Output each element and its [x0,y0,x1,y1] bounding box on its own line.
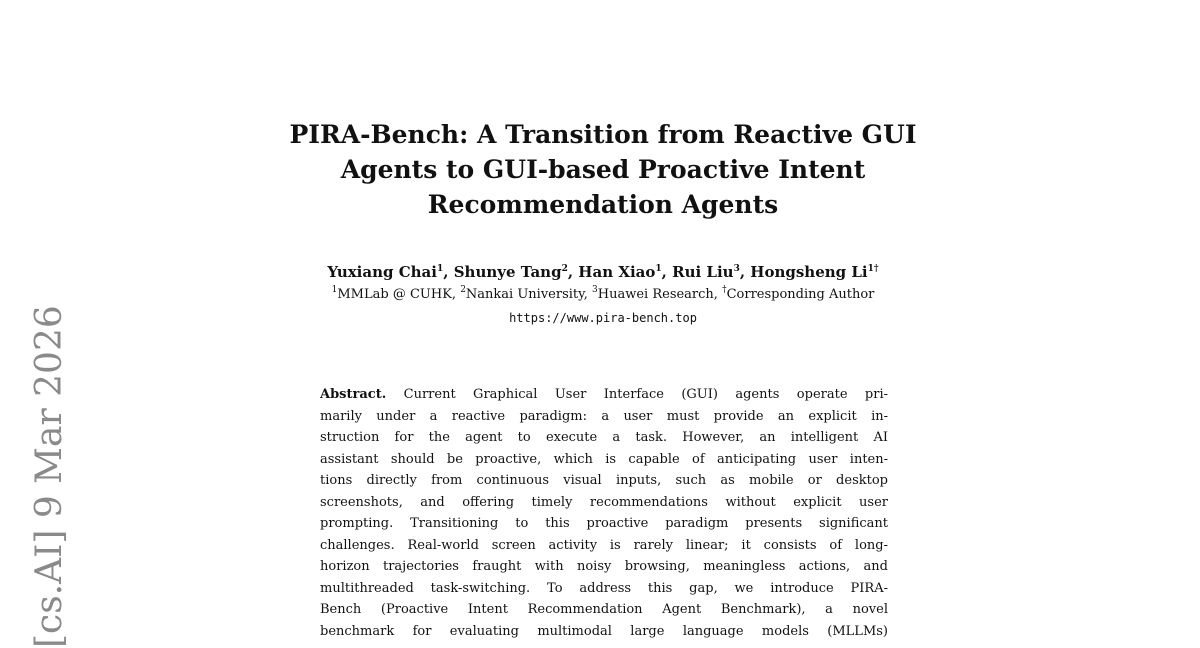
abstract-line: prompting. Transitioning to this proactive paradigm presents significant [320,516,888,531]
title-line: Recommendation Agents [427,190,779,219]
abstract-line: marily under a reactive paradigm: a user must provide an explicit in- [320,408,888,424]
abstract-heading: Abstract. [320,387,387,402]
abstract-line: multithreaded task-switching. To address this gap, we introduce PIRA- [320,580,888,596]
author: Shunye Tang$^2$ [453,263,568,281]
author-list: Yuxiang Chai$^1$, Shunye Tang$^2$, Han Xiao$^1$, Rui Liu$^3$, Hongsheng $Li^{1\dagger}$ [327,263,879,281]
affiliations [250,286,956,304]
title-line: PIRA-Bench: A Transition from Reactive GUI [289,120,917,149]
author: Rui Liu$^3$ [672,263,740,281]
author: Yuxiang Chai$^1$ [327,263,444,281]
affiliation: $^1$MMLab @ CUHK, [331,285,457,302]
arxiv-identifier: [cs.AI] 9 Mar 2026 [29,305,70,648]
author: Hongsheng $Li^{1\dagger}$ [750,263,879,281]
abstract-line: challenges. Real-world screen activity is rarely linear; it consists of long- [320,537,888,553]
abstract-line: assistant should be proactive, which is capable of anticipating user inten- [320,451,888,467]
abstract-line: Bench (Proactive Intent Recommendation Agent Benchmark), a novel [320,602,888,617]
affiliation: †Corresponding Author [722,285,875,302]
affiliation: $^3$Huawei Research, [592,285,718,302]
project-url[interactable]: https://www.pira-bench.top [509,311,697,325]
title-line: Agents to GUI-based Proactive Intent [340,155,866,184]
abstract-line: screenshots, and offering timely recommendations without explicit user [320,494,888,510]
affiliation: $^2$Nankai University, [460,285,588,302]
paper-title [260,117,946,222]
abstract-line: tions directly from continuous visual inputs, such as mobile or desktop [320,473,888,488]
abstract-line: horizon trajectories fraught with noisy browsing, meaningless actions, and [320,559,888,574]
abstract-line: Abstract. Current Graphical User Interface (GUI) agents operate pri- [320,387,888,402]
abstract [320,384,888,642]
author: Han Xiao$^1$ [578,263,662,281]
abstract-line: struction for the agent to execute a task. However, an intelligent AI [320,430,888,445]
abstract-line: benchmark for evaluating multimodal large language models (MLLMs) [320,623,888,639]
